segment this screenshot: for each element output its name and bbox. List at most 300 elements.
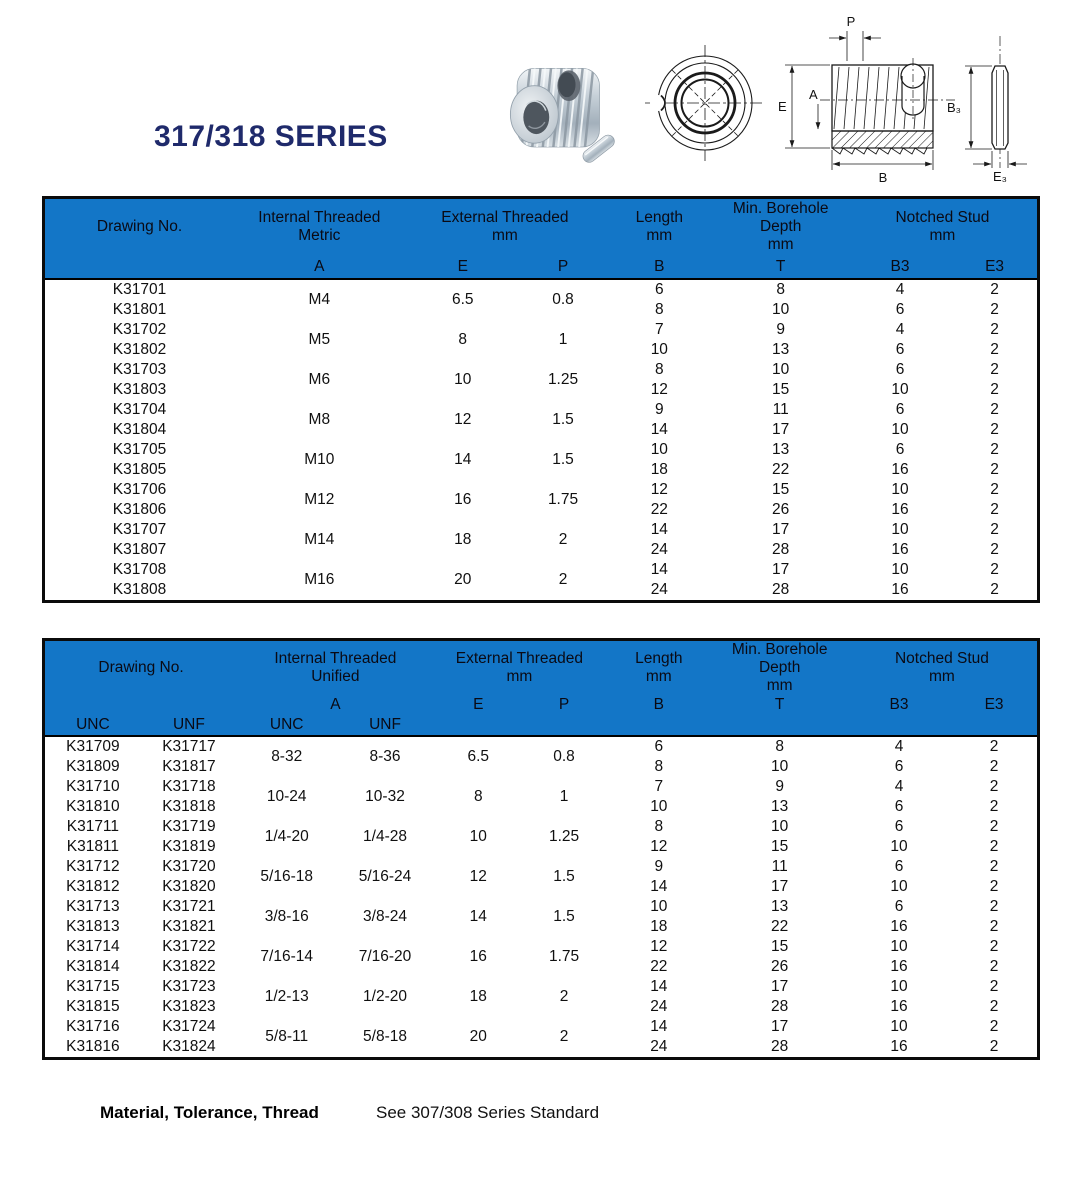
cell: K31811: [66, 838, 120, 855]
sub-e: E: [473, 696, 484, 713]
cell: 2: [989, 998, 999, 1015]
cell: 1/4-28: [363, 828, 407, 845]
cell: 16: [890, 958, 908, 975]
cell: 8: [654, 818, 664, 835]
cell: 17: [771, 1018, 789, 1035]
table-row: [44, 320, 1039, 340]
sub-empty: [44, 695, 238, 715]
cell: 11: [771, 858, 788, 875]
dim-label-b3: B₃: [947, 100, 961, 115]
top-view-drawing: [645, 45, 765, 163]
cell: 26: [772, 501, 790, 518]
cell: 6: [895, 301, 905, 318]
col-notched-stud: Notched Stud mm: [894, 650, 989, 685]
footer-label: Material, Tolerance, Thread: [100, 1103, 319, 1122]
sub-e3: E3: [985, 257, 1005, 275]
cell: 10: [771, 818, 789, 835]
cell: 20: [469, 1028, 487, 1045]
sub-b: B: [654, 257, 665, 275]
cell: M16: [304, 571, 335, 588]
cell: 9: [776, 321, 785, 338]
cell: K31818: [162, 798, 216, 815]
sub-p: P: [558, 696, 570, 713]
cell: 5/16-18: [260, 868, 313, 885]
cell: 14: [650, 561, 668, 578]
cell: 2: [990, 461, 999, 478]
cell: 10: [890, 1018, 908, 1035]
cell: 9: [655, 401, 664, 418]
table-row: [44, 817, 1039, 837]
cell: K31822: [162, 958, 216, 975]
cell: 3/8-24: [363, 908, 407, 925]
cell: K31810: [66, 798, 120, 815]
cell: 5/8-18: [363, 1028, 407, 1045]
cell: 15: [772, 381, 790, 398]
cell: 6: [654, 738, 664, 755]
col-length: Length mm: [635, 209, 684, 244]
cell: 2: [990, 281, 999, 298]
cell: 2: [990, 421, 999, 438]
cell: 16: [890, 918, 908, 935]
cell: 2: [989, 1018, 999, 1035]
sub-a: A: [314, 257, 325, 275]
cell: 14: [650, 978, 668, 995]
cell: K31706: [112, 481, 167, 498]
cell: 12: [650, 938, 668, 955]
cell: 2: [989, 778, 999, 795]
cell: 17: [772, 521, 790, 538]
cell: K31723: [162, 978, 216, 995]
sub-b3: B3: [890, 257, 910, 275]
cell: K31823: [162, 998, 216, 1015]
dim-label-e3: E₃: [993, 169, 1007, 184]
dim-label-a: A: [809, 87, 818, 102]
insert-body-photo: [510, 63, 599, 155]
cell: 10: [891, 421, 909, 438]
table-row: [44, 560, 1039, 580]
cell: 6: [655, 281, 664, 298]
cell: 10: [891, 521, 909, 538]
cell: 16: [891, 541, 909, 558]
cell: 16: [890, 1038, 908, 1055]
cell: 1: [558, 331, 568, 348]
stud-drawing: [945, 28, 1055, 193]
cell: 9: [654, 858, 664, 875]
cell: 18: [454, 531, 472, 548]
cell: 12: [469, 868, 487, 885]
cell: 6: [895, 401, 905, 418]
cell: 1: [559, 788, 569, 805]
cell: 24: [650, 1038, 668, 1055]
cell: 6: [894, 858, 904, 875]
cell: 2: [990, 541, 999, 558]
cell: 13: [772, 341, 790, 358]
cell: 1.5: [553, 908, 575, 925]
sub-unf-drawing: UNF: [172, 716, 205, 733]
cell: 2: [989, 938, 999, 955]
cell: K31711: [66, 818, 120, 835]
cell: 2: [989, 838, 999, 855]
cell: 14: [454, 451, 472, 468]
cell: 6.5: [451, 291, 474, 308]
cell: K31713: [66, 898, 120, 915]
cell: 2: [989, 858, 999, 875]
cell: K31718: [162, 778, 216, 795]
cell: 14: [650, 878, 668, 895]
col-external-threaded: External Threaded mm: [455, 650, 584, 685]
cell: 4: [894, 738, 904, 755]
cell: K31722: [162, 938, 216, 955]
cell: 12: [650, 838, 668, 855]
cell: 2: [990, 401, 999, 418]
cell: 12: [650, 381, 668, 398]
cell: 28: [771, 998, 789, 1015]
cell: K31712: [66, 858, 120, 875]
cell: K31816: [66, 1038, 120, 1055]
cell: 5/8-11: [265, 1028, 309, 1045]
cell: 20: [454, 571, 472, 588]
cell: 6: [894, 818, 904, 835]
cell: 16: [891, 461, 909, 478]
cell: 2: [990, 361, 999, 378]
col-drawing-no: Drawing No.: [96, 218, 183, 235]
cell: M10: [304, 451, 335, 468]
cell: K31721: [162, 898, 216, 915]
cell: 5/16-24: [358, 868, 412, 885]
cell: K31812: [66, 878, 120, 895]
metric-table-body: [44, 279, 1039, 602]
cell: 13: [771, 798, 789, 815]
cell: 10: [772, 361, 790, 378]
cell: 8: [458, 331, 468, 348]
col-drawing-no: Drawing No.: [98, 659, 184, 676]
cell: 3/8-16: [264, 908, 309, 925]
cell: 14: [650, 421, 668, 438]
cell: 15: [771, 938, 789, 955]
cell: K31819: [162, 838, 216, 855]
table-row: [44, 480, 1039, 500]
cell: 8: [655, 361, 664, 378]
cell: 2: [989, 878, 999, 895]
sub-unc-drawing: UNC: [76, 716, 110, 733]
cell: 16: [454, 491, 472, 508]
cell: 4: [895, 321, 905, 338]
cell: 2: [990, 501, 999, 518]
cell: 22: [650, 958, 668, 975]
cell: K31809: [66, 758, 120, 775]
cell: 10: [650, 341, 668, 358]
cell: K31708: [112, 561, 167, 578]
cell: M8: [308, 411, 331, 428]
cell: 10: [454, 371, 472, 388]
cell: 8: [654, 758, 664, 775]
cell: 6: [895, 361, 905, 378]
cell: 6: [895, 341, 905, 358]
cell: 28: [771, 1038, 789, 1055]
cell: K31820: [162, 878, 216, 895]
cell: 0.8: [553, 748, 575, 765]
cell: 7: [654, 778, 664, 795]
sub-t: T: [774, 696, 785, 713]
col-borehole-depth: Min. Borehole Depth mm: [731, 641, 828, 694]
cell: 6: [894, 798, 904, 815]
cell: K31802: [112, 341, 167, 358]
cell: 10: [650, 441, 668, 458]
cell: 2: [989, 758, 999, 775]
cell: 10: [469, 828, 487, 845]
cell: 2: [990, 301, 999, 318]
unified-table-header: [44, 640, 1039, 737]
dim-label-b: B: [878, 170, 888, 185]
cell: 10: [890, 838, 908, 855]
cell: 1/2-20: [363, 988, 407, 1005]
cell: 14: [469, 908, 487, 925]
cell: 22: [772, 461, 790, 478]
cell: K31709: [66, 738, 120, 755]
cell: 9: [775, 778, 784, 795]
cell: 1.75: [547, 491, 579, 508]
metric-table: [42, 196, 1040, 603]
cell: K31714: [66, 938, 120, 955]
unified-table: [42, 638, 1040, 1060]
cell: K31801: [112, 301, 167, 318]
cell: 15: [772, 481, 790, 498]
cell: 24: [650, 581, 668, 598]
cell: 1.5: [553, 868, 575, 885]
cell: 10: [891, 381, 909, 398]
cell: M5: [308, 331, 331, 348]
cell: 2: [990, 441, 999, 458]
cell: 2: [558, 571, 568, 588]
dim-label-e: E: [778, 99, 787, 114]
sub-e: E: [457, 257, 468, 275]
cell: 7: [655, 321, 664, 338]
cell: 22: [771, 918, 789, 935]
cell: 12: [454, 411, 472, 428]
cell: 17: [772, 421, 790, 438]
cell: K31704: [112, 401, 167, 418]
cell: 2: [990, 321, 999, 338]
cell: K31707: [112, 521, 167, 538]
cell: 2: [989, 958, 999, 975]
cell: K31813: [66, 918, 120, 935]
footer-note: See 307/308 Series Standard: [376, 1103, 600, 1122]
cell: 1/2-13: [264, 988, 309, 1005]
cell: 28: [772, 581, 790, 598]
cell: 10: [771, 758, 789, 775]
cell: K31717: [162, 738, 216, 755]
cell: 1.5: [552, 411, 574, 428]
cell: M14: [304, 531, 335, 548]
cell: 24: [650, 541, 668, 558]
sub-unf-a: UNF: [369, 716, 401, 733]
cell: 7/16-14: [260, 948, 313, 965]
cell: 6: [894, 758, 904, 775]
cell: K31824: [162, 1038, 216, 1055]
cell: K31710: [66, 778, 120, 795]
cell: 18: [650, 461, 668, 478]
cell: 1.25: [548, 828, 580, 845]
cell: 1/4-20: [264, 828, 309, 845]
cell: K31716: [66, 1018, 120, 1035]
cell: 8-36: [369, 748, 401, 765]
cell: 2: [990, 481, 999, 498]
cell: 6: [894, 898, 904, 915]
cell: 8: [775, 738, 784, 755]
sub-unc-a: UNC: [269, 716, 304, 733]
cell: 6: [895, 441, 905, 458]
table-row: [44, 937, 1039, 957]
sub-p: P: [557, 257, 569, 275]
cell: K31803: [112, 381, 167, 398]
cell: K31821: [162, 918, 216, 935]
cell: 28: [772, 541, 790, 558]
cell: 2: [989, 818, 999, 835]
cell: 8: [655, 301, 664, 318]
table-row: [44, 440, 1039, 460]
cell: K31808: [112, 581, 167, 598]
cell: 2: [989, 898, 999, 915]
cell: 8: [776, 281, 785, 298]
table-row: [44, 777, 1039, 797]
cell: 2: [989, 738, 999, 755]
cell: 10-32: [365, 788, 405, 805]
cell: K31805: [112, 461, 167, 478]
cell: 7/16-20: [358, 948, 412, 965]
sub-t: T: [775, 257, 786, 275]
cell: 13: [771, 898, 789, 915]
cell: 2: [989, 918, 999, 935]
cell: 2: [990, 381, 999, 398]
cell: K31724: [162, 1018, 216, 1035]
cell: M12: [304, 491, 335, 508]
cell: 1.25: [547, 371, 579, 388]
col-length: Length mm: [635, 650, 683, 685]
cell: 2: [990, 341, 999, 358]
table-row: [44, 977, 1039, 997]
cell: 2: [989, 1038, 999, 1055]
sub-empty: [44, 255, 235, 279]
cell: K31806: [112, 501, 167, 518]
page-title: 317/318 SERIES: [154, 120, 388, 153]
cell: 10: [890, 938, 908, 955]
cell: 17: [772, 561, 790, 578]
table-row: [44, 400, 1039, 420]
col-external-threaded: External Threaded mm: [441, 209, 569, 244]
cell: 10: [650, 798, 668, 815]
table-row: [44, 736, 1039, 757]
cell: 2: [559, 988, 569, 1005]
cell: 22: [650, 501, 668, 518]
cell: 16: [891, 581, 909, 598]
cell: K31715: [66, 978, 120, 995]
cell: 8-32: [271, 748, 303, 765]
cell: M6: [308, 371, 331, 388]
unified-table-body: [44, 736, 1039, 1059]
cell: 4: [894, 778, 904, 795]
product-photo: [503, 55, 628, 170]
cell: 26: [771, 958, 789, 975]
table-row: [44, 857, 1039, 877]
cell: K31705: [112, 441, 167, 458]
cell: 10: [890, 878, 908, 895]
cell: 2: [990, 561, 999, 578]
cell: 2: [989, 798, 999, 815]
table-row: [44, 1017, 1039, 1037]
cell: 2: [990, 581, 999, 598]
cell: 1.75: [548, 948, 580, 965]
cell: K31702: [112, 321, 167, 338]
cell: 15: [771, 838, 789, 855]
cell: 14: [650, 1018, 668, 1035]
cell: K31703: [112, 361, 167, 378]
cell: 6.5: [467, 748, 490, 765]
cell: K31807: [112, 541, 167, 558]
col-internal-threaded: Internal Threaded Metric: [258, 209, 381, 244]
sub-e3: E3: [984, 696, 1004, 713]
cell: 2: [559, 1028, 569, 1045]
cell: K31719: [162, 818, 216, 835]
cell: K31814: [66, 958, 120, 975]
col-notched-stud: Notched Stud mm: [895, 209, 990, 244]
col-internal-threaded: Internal Threaded Unified: [274, 650, 397, 685]
table-row: [44, 520, 1039, 540]
keyhole-slot: [901, 58, 925, 120]
cell: 14: [650, 521, 668, 538]
table-row: [44, 279, 1039, 300]
cell: K31701: [112, 281, 167, 298]
cell: 2: [989, 978, 999, 995]
cell: 12: [650, 481, 668, 498]
table-row: [44, 897, 1039, 917]
cell: K31817: [162, 758, 216, 775]
cell: 10: [891, 481, 909, 498]
cell: 4: [895, 281, 905, 298]
cell: K31720: [162, 858, 216, 875]
cell: 10: [890, 978, 908, 995]
sub-empty: [434, 715, 1039, 736]
cell: 8: [473, 788, 483, 805]
cell: 24: [650, 998, 668, 1015]
cell: 13: [772, 441, 790, 458]
cell: 10: [650, 898, 668, 915]
cell: 0.8: [552, 291, 574, 308]
cell: 2: [990, 521, 999, 538]
cell: 16: [469, 948, 487, 965]
cell: K31815: [66, 998, 120, 1015]
col-borehole-depth: Min. Borehole Depth mm: [732, 200, 829, 253]
cell: 10: [772, 301, 790, 318]
cell: 10-24: [266, 788, 307, 805]
cell: 11: [772, 401, 789, 418]
cell: 18: [650, 918, 668, 935]
cell: 17: [771, 878, 789, 895]
cell: 1.5: [552, 451, 574, 468]
cell: 2: [558, 531, 568, 548]
cell: K31804: [112, 421, 167, 438]
cell: M4: [308, 291, 331, 308]
dim-label-p: P: [846, 14, 856, 29]
cell: 16: [891, 501, 909, 518]
table-row: [44, 360, 1039, 380]
cell: 16: [890, 998, 908, 1015]
section-drawing: [775, 10, 970, 190]
sub-a: A: [330, 696, 341, 713]
cell: 18: [469, 988, 487, 1005]
sub-b3: B3: [889, 696, 909, 713]
sub-b: B: [653, 696, 664, 713]
metric-table-header: [44, 198, 1039, 280]
